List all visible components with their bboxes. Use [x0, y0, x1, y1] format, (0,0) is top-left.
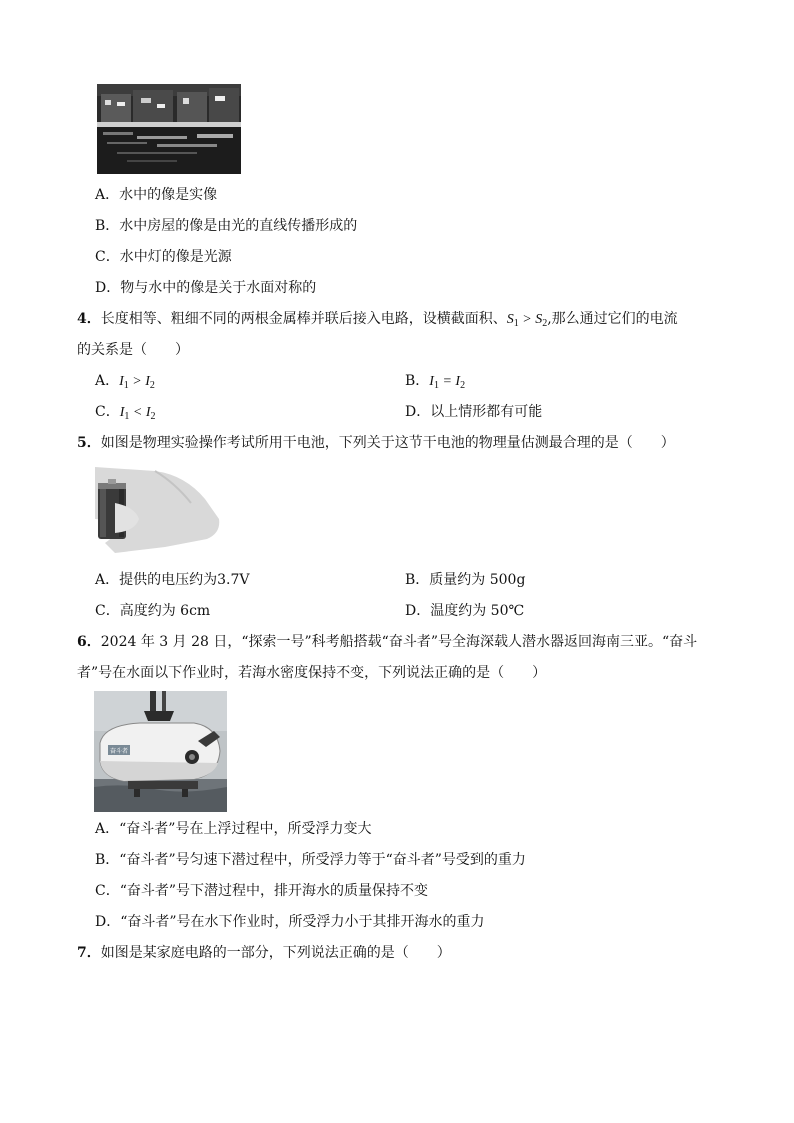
q3-option-b [95, 216, 357, 236]
q4-stem-text-b: ,那么通过它们的电流 [547, 311, 678, 327]
option-label: C． [95, 249, 120, 265]
option-text: 水中的像是实像 [119, 187, 218, 203]
q4-option-b [405, 371, 465, 396]
q3-option-a [95, 185, 217, 205]
math-i1-lt-i2: $I_1 < I_2$ [119, 405, 156, 422]
option-text: 物与水中的像是关于水面对称的 [120, 280, 317, 296]
question-number: 6． [77, 634, 101, 650]
math-i1-eq-i2: $I_1 = I_2$ [429, 374, 466, 391]
q5-option-c [95, 601, 210, 621]
option-text: “奋斗者”号下潜过程中，排开海水的质量保持不变 [119, 883, 429, 899]
option-label: C． [95, 883, 120, 899]
option-text: “奋斗者”号在水下作业时，所受浮力小于其排开海水的重力 [120, 914, 485, 930]
option-label: B． [95, 852, 120, 868]
option-text: “奋斗者”号匀速下潜过程中，所受浮力等于“奋斗者”号受到的重力 [119, 852, 526, 868]
q7-stem-text: 如图是某家庭电路的一部分，下列说法正确的是（ ） [100, 945, 451, 961]
option-label: C． [95, 603, 120, 619]
option-label: A． [95, 572, 120, 588]
q6-stem-text: 2024 年 3 月 28 日，“探索一号”科考船搭载“奋斗者”号全海深载人潜水器返回海南三亚。“奋斗 [100, 634, 698, 650]
option-label: C． [95, 404, 120, 420]
option-label: A． [95, 373, 120, 389]
option-text: 以上情形都有可能 [430, 404, 543, 420]
q6-stem-line2: 者”号在水面以下作业时，若海水密度保持不变，下列说法正确的是（ ） [77, 665, 547, 681]
option-label: B． [405, 572, 430, 588]
option-text: 质量约为 500g [429, 572, 526, 588]
battery-in-hand-figure [95, 463, 221, 555]
math-i1-gt-i2: $I_1 > I_2$ [119, 374, 155, 391]
q5-option-d [405, 601, 524, 621]
option-label: B． [95, 218, 120, 234]
q6-option-c [95, 881, 428, 901]
q5-option-a [95, 570, 250, 590]
question-number: 4． [77, 311, 101, 327]
option-label: D． [95, 280, 121, 296]
question-number: 5． [77, 435, 101, 451]
option-text: 温度约为 50℃ [430, 603, 525, 619]
q6-option-a [95, 819, 371, 839]
option-text: 水中房屋的像是由光的直线传播形成的 [119, 218, 358, 234]
q4-option-c [95, 402, 156, 427]
math-s1-gt-s2: $S_1 > S_2$ [506, 312, 548, 329]
q6-option-d [95, 912, 485, 932]
option-text: “奋斗者”号在上浮过程中，所受浮力变大 [119, 821, 372, 837]
q6-stem-line1 [77, 632, 697, 652]
option-label: D． [95, 914, 121, 930]
option-label: D． [405, 603, 431, 619]
q7-stem [77, 943, 451, 963]
option-label: B． [405, 373, 430, 389]
q5-stem-text: 如图是物理实验操作考试所用干电池，下列关于这节干电池的物理量估测最合理的是（ ） [100, 435, 675, 451]
q5-stem [77, 433, 675, 453]
q4-stem-line1 [77, 309, 678, 334]
q5-option-b [405, 570, 525, 590]
option-text: 高度约为 6cm [119, 603, 211, 619]
q3-option-c [95, 247, 232, 267]
submersible-name-text: 奋斗者 [110, 748, 129, 755]
option-label: D． [405, 404, 431, 420]
option-text: 提供的电压约为3.7V [119, 572, 250, 588]
option-label: A． [95, 821, 120, 837]
option-label: A． [95, 187, 120, 203]
night-reflection-photo [97, 84, 241, 174]
q6-option-b [95, 850, 526, 870]
option-text: 水中灯的像是光源 [119, 249, 232, 265]
q4-stem-text-a: 长度相等、粗细不同的两根金属棒并联后接入电路，设横截面积、 [100, 311, 507, 327]
q4-option-d [405, 402, 542, 422]
submersible-photo [94, 691, 227, 812]
q4-stem-line2: 的关系是（ ） [77, 342, 189, 358]
q4-option-a [95, 371, 155, 396]
q3-option-d [95, 278, 316, 298]
question-number: 7． [77, 945, 101, 961]
